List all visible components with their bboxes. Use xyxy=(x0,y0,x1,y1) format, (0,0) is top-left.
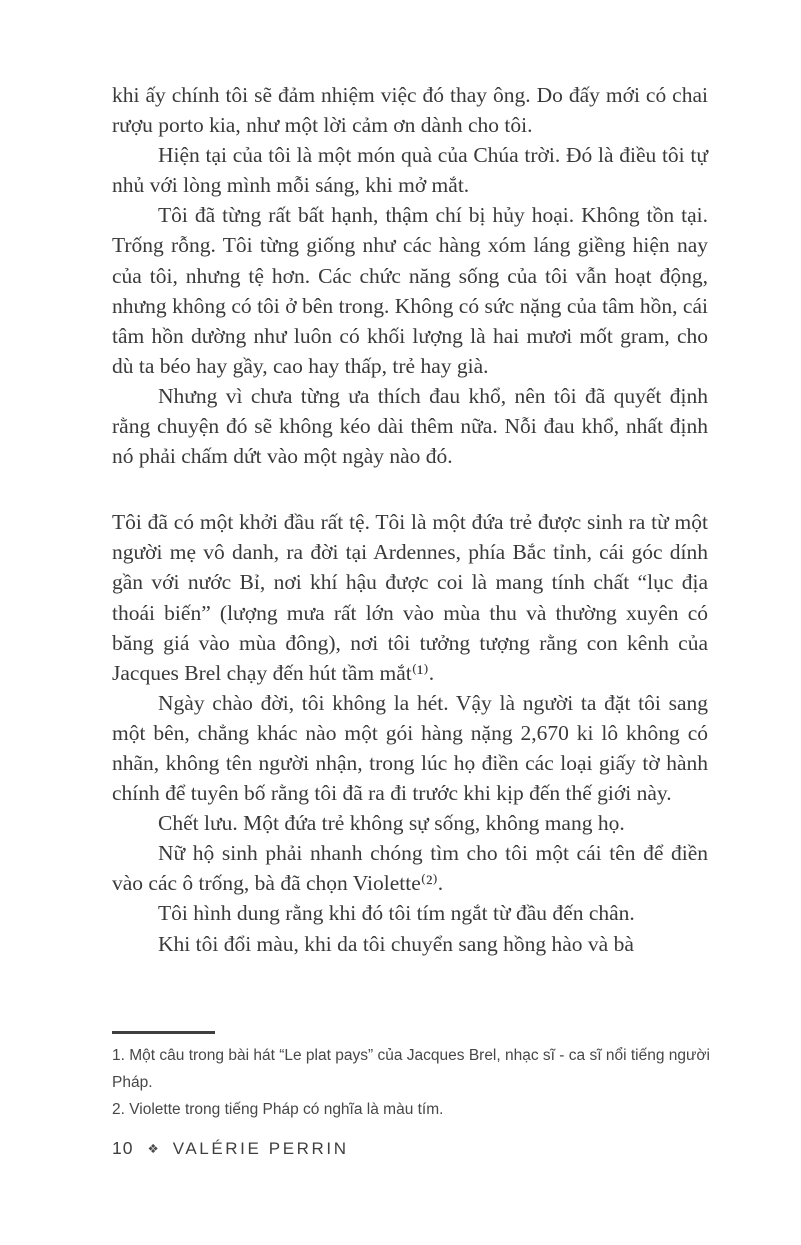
paragraph: Tôi đã từng rất bất hạnh, thậm chí bị hủy hoại. Không tồn tại. Trống rỗng. Tôi từng giống như các hàng xóm láng giềng hiện nay của tôi, nhưng tệ hơn. Các chức năng sống của tôi vẫn hoạt động, nhưng không có tôi ở bên trong. Không có sức nặng của tâm hồn, cái tâm hồn dường như luôn có khối lượng là hai mươi mốt gram, cho dù ta béo hay gầy, cao hay thấp, trẻ hay già. xyxy=(112,203,708,378)
paragraph: khi ấy chính tôi sẽ đảm nhiệm việc đó thay ông. Do đấy mới có chai rượu porto kia, như một lời cảm ơn dành cho tôi. xyxy=(112,83,708,138)
page-body-text xyxy=(112,80,708,959)
diamond-ornament-icon: ❖ xyxy=(147,1142,159,1156)
paragraph: Chết lưu. Một đứa trẻ không sự sống, không mang họ. xyxy=(158,811,625,836)
footnote: 1. Một câu trong bài hát “Le plat pays” của Jacques Brel, nhạc sĩ - ca sĩ nổi tiếng người Pháp. xyxy=(112,1047,710,1091)
page-number: 10 xyxy=(112,1138,134,1158)
footnote: 2. Violette trong tiếng Pháp có nghĩa là màu tím. xyxy=(112,1101,444,1118)
paragraph: Tôi hình dung rằng khi đó tôi tím ngắt từ đầu đến chân. xyxy=(158,901,635,926)
paragraph: Khi tôi đổi màu, khi da tôi chuyển sang hồng hào và bà xyxy=(158,931,634,956)
page-footer xyxy=(112,1138,349,1159)
paragraph-section-start: Tôi đã có một khởi đầu rất tệ. Tôi là một đứa trẻ được sinh ra từ một người mẹ vô danh, ra đời tại Ardennes, phía Bắc tỉnh, cái góc dính gần với nước Bỉ, nơi khí hậu được coi là mang tính chất “lục địa thoái biến” (lượng mưa rất lớn vào mùa thu và thường xuyên có băng giá vào mùa đông), nơi tôi tưởng tượng rằng con kênh của Jacques Brel chạy đến hút tầm mắt⁽¹⁾. xyxy=(112,510,708,685)
paragraph: Hiện tại của tôi là một món quà của Chúa trời. Đó là điều tôi tự nhủ với lòng mình mỗi sáng, khi mở mắt. xyxy=(112,143,708,198)
paragraph: Nhưng vì chưa từng ưa thích đau khổ, nên tôi đã quyết định rằng chuyện đó sẽ không kéo dài thêm nữa. Nỗi đau khổ, nhất định nó phải chấm dứt vào một ngày nào đó. xyxy=(112,383,708,469)
paragraph: Ngày chào đời, tôi không la hét. Vậy là người ta đặt tôi sang một bên, chẳng khác nào một gói hàng nặng 2,670 ki lô không có nhãn, không tên người nhận, trong lúc họ điền các loại giấy tờ hành chính để tuyên bố rằng tôi đã ra đi trước khi kịp đến thế giới này. xyxy=(112,690,708,806)
footnotes-section xyxy=(112,1031,710,1123)
running-title-author: VALÉRIE PERRIN xyxy=(172,1138,349,1158)
footnote-divider xyxy=(112,1031,215,1034)
paragraph: Nữ hộ sinh phải nhanh chóng tìm cho tôi một cái tên để điền vào các ô trống, bà đã chọn Violette⁽²⁾. xyxy=(112,841,708,896)
